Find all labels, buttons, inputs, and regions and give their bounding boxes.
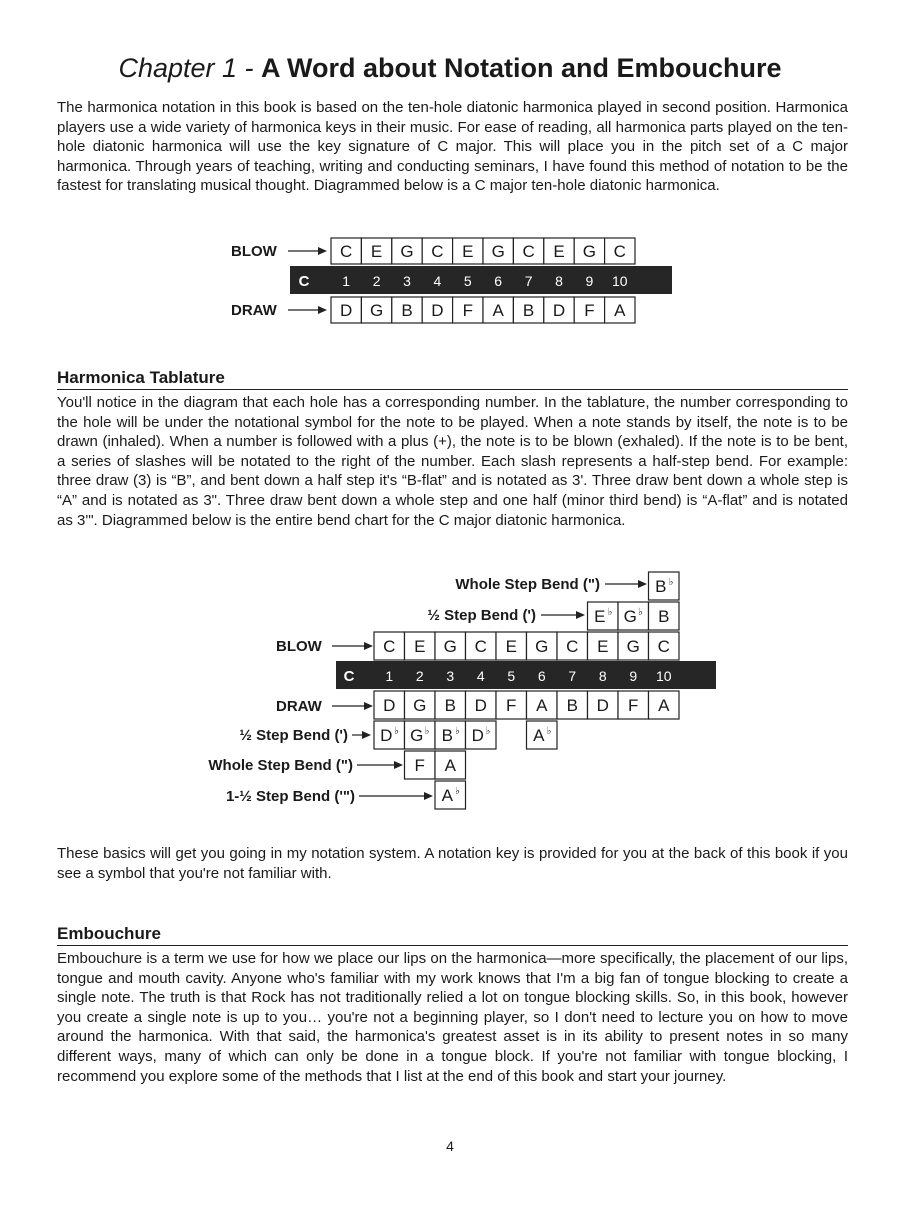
blow-note: G <box>582 242 597 262</box>
hole-number: 5 <box>463 273 472 289</box>
blow-note: C <box>431 242 444 262</box>
half-step-blow-arrow <box>541 611 585 619</box>
bend-hole-number: 6 <box>537 668 546 684</box>
bend-blow-note: G <box>535 637 549 657</box>
draw-label: DRAW <box>231 302 277 319</box>
draw-half-bend: D <box>380 726 393 746</box>
bend-blow-note: C <box>474 637 487 657</box>
chapter-label: Chapter 1 - <box>118 53 254 83</box>
bend-hole-number: 7 <box>568 668 577 684</box>
bend-key-label: C <box>343 668 355 685</box>
bend-draw-note: G <box>413 696 427 716</box>
tablature-paragraph: You'll notice in the diagram that each hole has a corresponding number. In the tablature, the number corresponding to the hole will be under the notational symbol for the note to be played. When a note stands by itself, the note is to be drawn (inhaled). When a number is followed with a plus (+), the note is to be blown (exhaled). If the note is to be bent, a series of slashes will be notated to the right of the number. Each slash represents a half-step bend. For example: three draw (3) is “B”, and bent down a half step it's “B-flat” and is notated as 3'. Three draw bent down a whole step is “A” and is notated as 3". Three draw bent down a whole step and one half (minor third bend) is “A-flat” and is notated as 3'". Diagrammed below is the entire bend chart for the C major diatonic harmonica. <box>57 394 848 529</box>
hole-number: 2 <box>372 273 381 289</box>
one-half-step-draw-label: 1-½ Step Bend ('") <box>225 788 355 805</box>
draw-note: B <box>401 301 413 321</box>
basics-paragraph: These basics will get you going in my notation system. A notation key is provided for you at the back of this book if you see a symbol that you're not familiar with. <box>57 845 848 882</box>
bend-draw-label: DRAW <box>276 698 322 715</box>
bend-hole-number: 3 <box>446 668 455 684</box>
draw-note: A <box>614 301 626 321</box>
chapter-name: A Word about Notation and Embouchure <box>261 53 782 83</box>
blow-whole-bend: B <box>655 577 667 597</box>
hole-number: 1 <box>342 273 351 289</box>
half-step-blow-label: ½ Step Bend (') <box>427 607 536 624</box>
hole-number: 6 <box>494 273 503 289</box>
bend-draw-note: D <box>474 696 487 716</box>
bend-blow-note: G <box>443 637 457 657</box>
bend-chart <box>0 565 900 815</box>
bend-blow-note: E <box>414 637 426 657</box>
bend-draw-note: F <box>506 696 517 716</box>
page-title <box>0 50 900 86</box>
draw-note: D <box>552 301 566 321</box>
blow-note: E <box>462 242 474 262</box>
hole-number: 3 <box>403 273 411 289</box>
draw-note: A <box>492 301 504 321</box>
whole-step-draw-label: Whole Step Bend (") <box>208 757 353 774</box>
bend-hole-number: 2 <box>415 668 424 684</box>
blow-whole-bend-flat-sign: ♭ <box>668 577 674 588</box>
bend-hole-number: 1 <box>385 668 394 684</box>
bend-blow-note: E <box>505 637 517 657</box>
bend-blow-note: E <box>597 637 609 657</box>
embouchure-heading: Embouchure <box>57 924 848 946</box>
blow-half-bend: G <box>623 607 637 627</box>
draw-whole-bend: A <box>444 756 456 776</box>
blow-half-bend-flat-sign: ♭ <box>607 607 613 618</box>
draw-half-bend: A <box>533 726 545 746</box>
draw-half-bend-flat-sign: ♭ <box>485 726 491 737</box>
bend-hole-number: 10 <box>655 668 672 684</box>
bend-draw-note: B <box>444 696 456 716</box>
bend-draw-note: A <box>536 696 548 716</box>
blow-half-bend: E <box>594 607 606 627</box>
harmonica-diagram <box>0 232 900 332</box>
half-step-draw-label: ½ Step Bend (') <box>239 727 348 744</box>
blow-half-bend: B <box>658 607 670 627</box>
blow-label: BLOW <box>231 243 277 260</box>
page-number: 4 <box>446 1138 454 1154</box>
draw-note: B <box>522 301 535 321</box>
whole-step-draw-arrow <box>357 761 403 769</box>
hole-number: 9 <box>585 273 594 289</box>
draw-half-bend-flat-sign: ♭ <box>546 726 552 737</box>
key-label: C <box>298 273 310 290</box>
bend-draw-note: F <box>628 696 639 716</box>
draw-whole-bend: F <box>414 756 425 776</box>
draw-one-half-bend-flat-sign: ♭ <box>455 786 460 797</box>
blow-note: G <box>400 242 414 262</box>
bend-draw-note: B <box>566 696 578 716</box>
hole-number: 4 <box>433 273 442 289</box>
draw-half-bend: D <box>471 726 484 746</box>
one-half-step-draw-arrow <box>359 792 433 800</box>
draw-half-bend-flat-sign: ♭ <box>394 726 399 737</box>
whole-step-blow-arrow <box>605 580 647 588</box>
half-step-draw-arrow <box>352 731 371 739</box>
draw-half-bend-flat-sign: ♭ <box>424 726 430 737</box>
hole-number: 7 <box>524 273 533 289</box>
bend-hole-number: 9 <box>629 668 638 684</box>
draw-half-bend: G <box>410 726 424 746</box>
whole-step-blow-label: Whole Step Bend (") <box>455 576 600 593</box>
draw-half-bend-flat-sign: ♭ <box>455 726 460 737</box>
draw-note: G <box>369 301 384 321</box>
bend-blow-note: C <box>657 637 670 657</box>
bend-blow-arrow <box>332 642 373 650</box>
blow-note: C <box>613 242 626 262</box>
intro-paragraph: The harmonica notation in this book is based on the ten-hole diatonic harmonica played in second position. Harmonica players use a wide variety of harmonica keys in their music. For ease of reading, all harmonica parts played on the ten-hole diatonic harmonica will use the key signature of C major. This will place you in the pitch set of a C major harmonica. Through years of teaching, writing and conducting seminars, I have found this method of notation to be the fastest for translating musical thought. Diagrammed below is a C major ten-hole diatonic harmonica. <box>57 99 848 195</box>
bend-blow-note: C <box>566 637 579 657</box>
blow-note: E <box>553 242 565 262</box>
draw-note: F <box>584 301 595 321</box>
draw-note: F <box>462 301 473 321</box>
hole-number: 10 <box>612 273 628 289</box>
bend-draw-note: D <box>596 696 609 716</box>
bend-hole-number: 8 <box>598 668 607 684</box>
blow-note: G <box>491 242 505 262</box>
draw-note: D <box>431 301 444 321</box>
bend-draw-arrow <box>332 702 373 710</box>
draw-note: D <box>340 301 353 321</box>
bend-draw-note: D <box>383 696 396 716</box>
blow-note: C <box>340 242 353 262</box>
bend-blow-note: G <box>626 637 640 657</box>
tablature-heading: Harmonica Tablature <box>57 368 848 390</box>
embouchure-paragraph: Embouchure is a term we use for how we place our lips on the harmonica—more specifically, the placement of our lips, tongue and mouth cavity. Anyone who's familiar with my work knows that I'm a big fan of tongue blocking to create a single note. The truth is that Rock has not traditionally relied a lot on tongue blocking skills. So, in this book, however you create a single note is up to you… you're not a beginning player, so I don't need to lecture you on how to move around the harmonica. With that said, the harmonica's greatest asset is in its ability to present notes in so many different ways, many of which can only be done in a tongue block. If you're not familiar with tongue blocking, I recommend you explore some of the methods that I list at the end of this book and start your journey. <box>57 950 848 1085</box>
hole-number: 8 <box>555 273 563 289</box>
bend-draw-note: A <box>658 696 670 716</box>
bend-blow-label: BLOW <box>276 638 322 655</box>
draw-arrow <box>288 306 327 314</box>
blow-note: E <box>370 242 383 262</box>
bend-hole-number: 5 <box>507 668 516 684</box>
bend-blow-note: C <box>383 637 396 657</box>
blow-half-bend-flat-sign: ♭ <box>638 607 643 618</box>
blow-arrow <box>288 247 327 255</box>
blow-note: C <box>522 242 535 262</box>
draw-one-half-bend: A <box>441 786 453 806</box>
bend-hole-number: 4 <box>476 668 485 684</box>
draw-half-bend: B <box>441 726 453 746</box>
